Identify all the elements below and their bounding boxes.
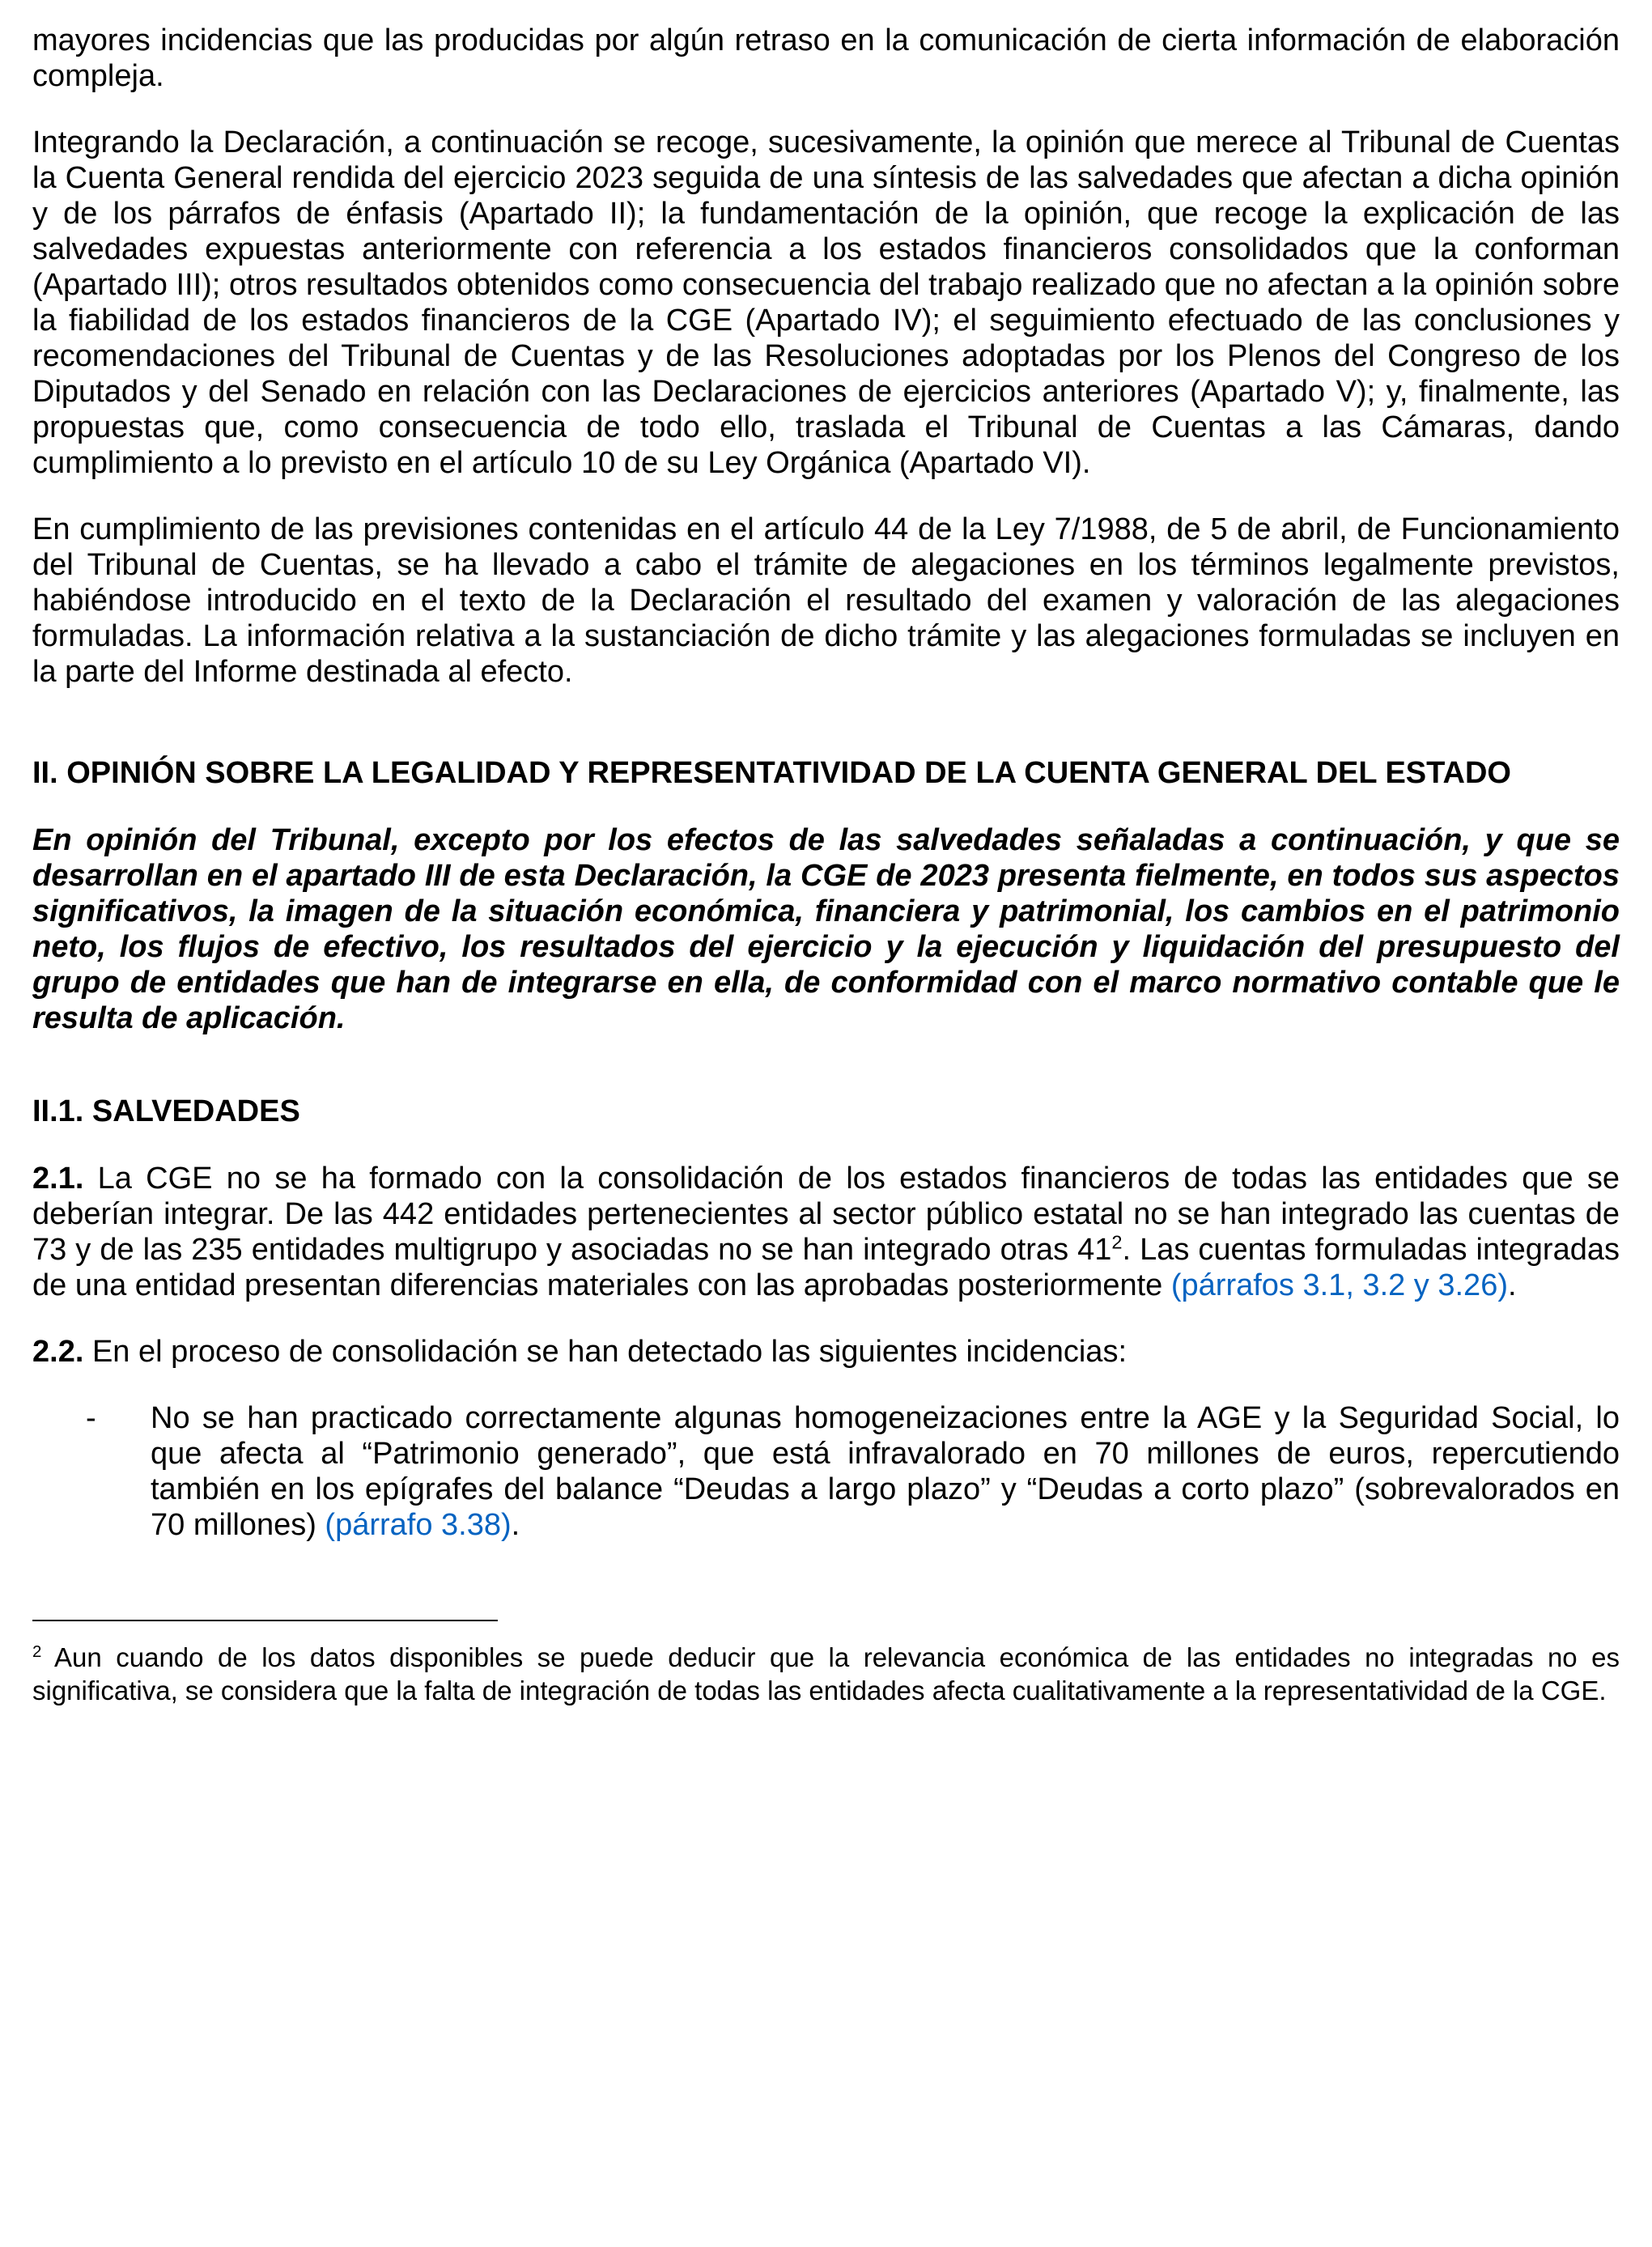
- paragraph-text: .: [1507, 1268, 1517, 1302]
- footnote-separator: [32, 1620, 498, 1621]
- item-number-2-1: 2.1.: [32, 1162, 84, 1196]
- paragraph-declaracion-structure: Integrando la Declaración, a continuación se recoge, sucesivamente, la opinión que merece al Tribunal de Cuentas la Cuenta General rendida del ejercicio 2023 seguida de una síntesis de las salvedades que afectan a dicha opinión y de los párrafos de énfasis (Apartado II); la fundamentación de la opinión, que recoge la explicación de las salvedades expuestas anteriormente con referencia a los estados financieros consolidados que la conforman (Apartado III); otros resultados obtenidos como consecuencia del trabajo realizado que no afectan a la opinión sobre la fiabilidad de los estados financieros de la CGE (Apartado IV); el seguimiento efectuado de las conclusiones y recomendaciones del Tribunal de Cuentas y de las Resoluciones adoptadas por los Plenos del Congreso de los Diputados y del Senado en relación con las Declaraciones de ejercicios anteriores (Apartado V); y, finalmente, las propuestas que, como consecuencia de todo ello, traslada el Tribunal de Cuentas a las Cámaras, dando cumplimiento a lo previsto en el artículo 10 de su Ley Orgánica (Apartado VI).: [32, 125, 1620, 480]
- cross-reference-link-parrafo-3-38[interactable]: (párrafo 3.38): [325, 1508, 512, 1542]
- footnote-reference-2: 2: [1111, 1231, 1123, 1253]
- paragraph-text: . Las cuentas formuladas integradas de una entidad presentan diferencias materiales con las aprobadas posteriormente: [32, 1233, 1620, 1302]
- footnote-2: [32, 1641, 1620, 1707]
- paragraph-salvedad-2-1: [32, 1161, 1620, 1303]
- paragraph-intro-continuation: mayores incidencias que las producidas por algún retraso en la comunicación de cierta información de elaboración compleja.: [32, 23, 1620, 93]
- list-item-text: [151, 1400, 1620, 1543]
- paragraph-text: En el proceso de consolidación se han detectado las siguientes incidencias:: [83, 1335, 1127, 1369]
- footnote-text: Aun cuando de los datos disponibles se puede deducir que la relevancia económica de las entidades no integradas no es significativa, se considera que la falta de integración de todas las entidades afecta cualitativamente a la representatividad de la CGE.: [32, 1642, 1620, 1705]
- paragraph-opinion-statement: En opinión del Tribunal, excepto por los efectos de las salvedades señaladas a continuación, y que se desarrollan en el apartado III de esta Declaración, la CGE de 2023 presenta fielmente, en todos sus aspectos significativos, la imagen de la situación económica, financiera y patrimonial, los cambios en el patrimonio neto, los flujos de efectivo, los resultados del ejercicio y la ejecución y liquidación del presupuesto del grupo de entidades que han de integrarse en ella, de conformidad con el marco normativo contable que le resulta de aplicación.: [32, 823, 1620, 1035]
- item-number-2-2: 2.2.: [32, 1335, 84, 1369]
- paragraph-alegaciones: En cumplimiento de las previsiones contenidas en el artículo 44 de la Ley 7/1988, de 5 de abril, de Funcionamiento del Tribunal de Cuentas, se ha llevado a cabo el trámite de alegaciones en los términos legalmente previstos, habiéndose introducido en el texto de la Declaración el resultado del examen y valoración de las alegaciones formuladas. La información relativa a la sustanciación de dicho trámite y las alegaciones formuladas se incluyen en la parte del Informe destinada al efecto.: [32, 512, 1620, 689]
- subsection-heading-ii1-salvedades: II.1. SALVEDADES: [32, 1094, 300, 1128]
- paragraph-text: No se han practicado correctamente algunas homogeneizaciones entre la AGE y la Seguridad Social, lo que afecta al “Patrimonio generado”, que está infravalorado en 70 millones de euros, repercutiendo también en los epígrafes del balance “Deudas a largo plazo” y “Deudas a corto plazo” (sobrevalorados en 70 millones): [151, 1401, 1620, 1542]
- footnote-marker-2: 2: [32, 1642, 42, 1661]
- bullet-dash: -: [86, 1401, 96, 1435]
- section-heading-ii-opinion: II. OPINIÓN SOBRE LA LEGALIDAD Y REPRESENTATIVIDAD DE LA CUENTA GENERAL DEL ESTADO: [32, 756, 1511, 790]
- cross-reference-link-parrafos-3-1[interactable]: (párrafos 3.1, 3.2 y 3.26): [1170, 1268, 1508, 1302]
- paragraph-text: La CGE no se ha formado con la consolidación de los estados financieros de todas las entidades que se deberían integrar. De las 442 entidades pertenecientes al sector público estatal no se han integrado las cuentas de 73 y de las 235 entidades multigrupo y asociadas no se han integrado otras 41: [32, 1162, 1620, 1267]
- paragraph-text: .: [511, 1508, 520, 1542]
- list-item-incidencia-1: [32, 1400, 1620, 1543]
- paragraph-salvedad-2-2: [32, 1334, 1620, 1370]
